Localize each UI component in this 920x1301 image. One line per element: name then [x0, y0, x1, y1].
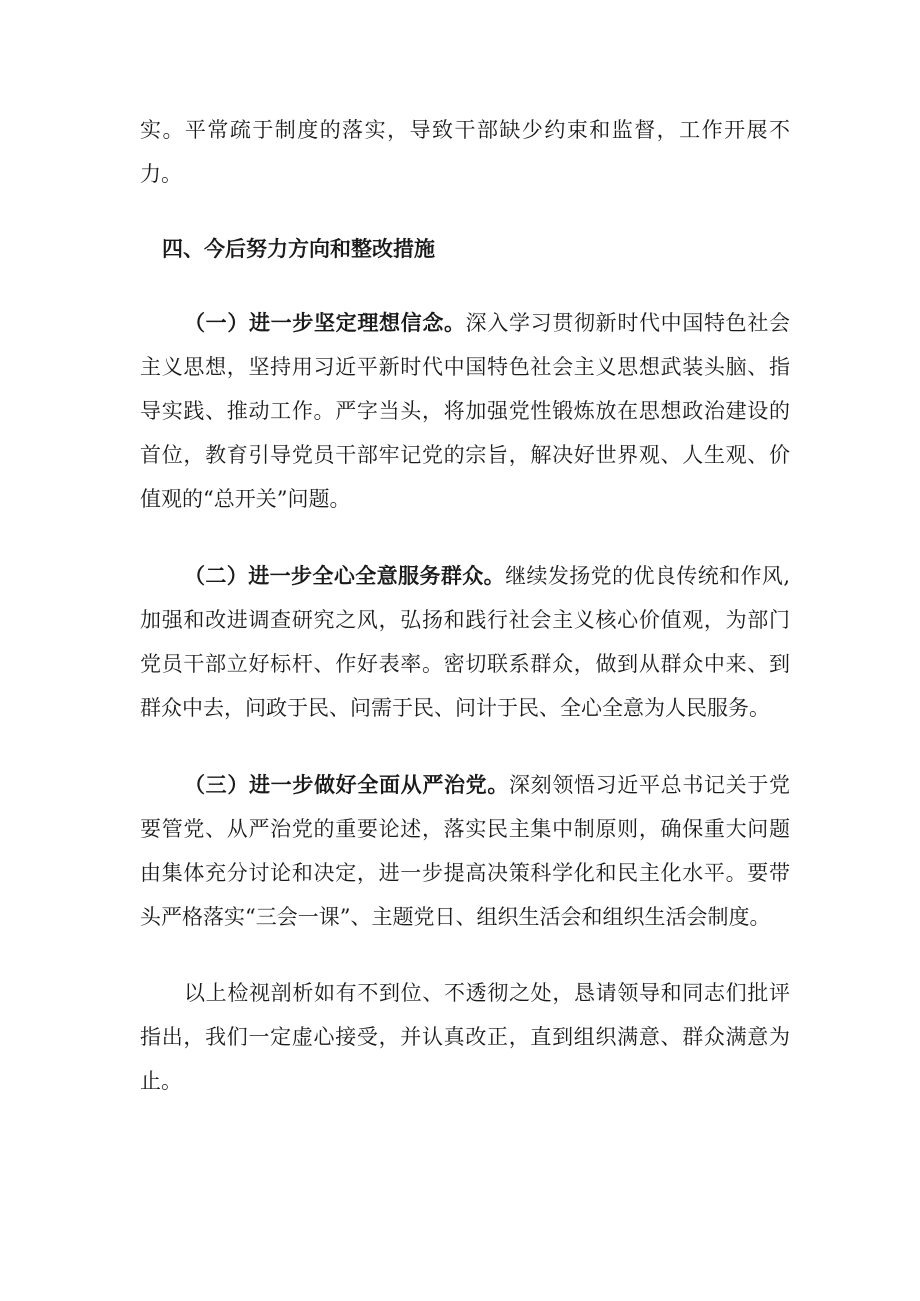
measure-paragraph-3 [140, 763, 790, 939]
measure-paragraph-2 [140, 554, 790, 730]
measure-paragraph-1 [140, 301, 790, 521]
closing-paragraph: 以上检视剖析如有不到位、不透彻之处，恳请领导和同志们批评指出，我们一定虚心接受，并认真改正，直到组织满意、群众满意为止。 [140, 981, 790, 1093]
section-heading: 四、今后努力方向和整改措施 [162, 236, 435, 261]
measure-lead-1: （一）进一步坚定理想信念。 [184, 310, 466, 335]
intro-fragment: 实。平常疏于制度的落实，导致干部缺少约束和监督，工作开展不力。 [140, 118, 790, 186]
measure-body-1: 深入学习贯彻新时代中国特色社会主义思想，坚持用习近平新时代中国特色社会主义思想武装头脑、指导实践、推动工作。严字当头，将加强党性锻炼放在思想政治建设的首位，教育引导党员干部牢记党的宗旨，解决好世界观、人生观、价值观的“总开关”问题。 [140, 311, 791, 511]
document-page [140, 108, 790, 1103]
measure-lead-3: （三）进一步做好全面从严治党。 [184, 772, 509, 797]
measure-body-2: 继续发扬党的优良传统和作风,加强和改进调查研究之风，弘扬和践行社会主义核心价值观，为部门党员干部立好标杆、作好表率。密切联系群众，做到从群众中来、到群众中去，问政于民、问需于民、问计于民、全心全意为人民服务。 [140, 564, 790, 720]
measure-lead-2: （二）进一步全心全意服务群众。 [184, 563, 506, 588]
measure-body-3: 深刻领悟习近平总书记关于党要管党、从严治党的重要论述，落实民主集中制原则，确保重大问题由集体充分讨论和决定，进一步提高决策科学化和民主化水平。要带头严格落实“三会一课”、主题党日、组织生活会和组织生活会制度。 [140, 773, 790, 929]
